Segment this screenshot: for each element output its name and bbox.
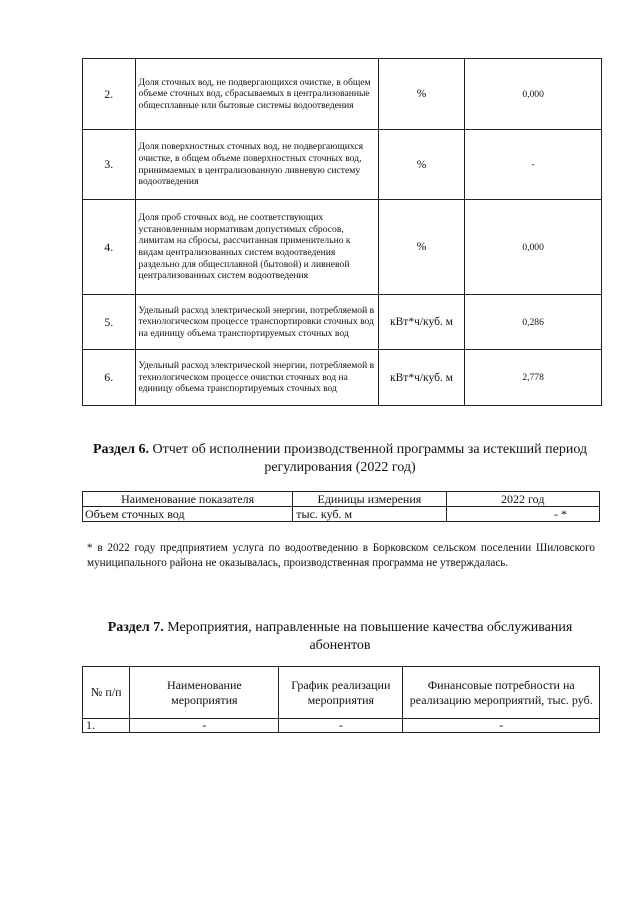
row-number: 6. (83, 350, 136, 406)
footnote: * в 2022 году предприятием услуга по водоотведению в Борковском сельском поселении Шиловского муниципального района не оказывалась, производственная программа не утверждалась. (87, 542, 595, 569)
table-cell: - (403, 719, 600, 733)
report-table (82, 491, 600, 522)
table-row (83, 200, 602, 295)
row-number: 3. (83, 130, 136, 200)
section-6-label: Раздел 6. (92, 442, 150, 457)
indicator-value: - (465, 130, 602, 200)
row-number: 2. (83, 59, 136, 130)
section-6-title: Отчет об исполнении производственной программы за истекший период регулирования (2022 год) (152, 442, 588, 475)
table-cell: Объем сточных вод (83, 507, 293, 522)
table-row (83, 719, 600, 733)
column-header: Наименование показателя (83, 492, 293, 507)
row-number: 4. (83, 200, 136, 295)
table-header-row (83, 492, 600, 507)
indicator-value: 0,286 (465, 295, 602, 350)
indicator-unit: % (378, 200, 464, 295)
indicator-unit: % (378, 59, 464, 130)
measures-table (82, 666, 600, 733)
indicator-description: Доля поверхностных сточных вод, не подвергающихся очистке, в общем объеме поверхностных сточных вод, принимаемых в централизованную ливневую систему водоотведения (135, 130, 378, 200)
table-row (83, 350, 602, 406)
indicator-description: Удельный расход электрической энергии, потребляемой в технологическом процессе очистки сточных вод на единицу объема транспортируемых сточных вод (135, 350, 378, 406)
indicator-unit: кВт*ч/куб. м (378, 350, 464, 406)
column-header: Наименование мероприятия (130, 667, 279, 719)
indicator-description: Доля сточных вод, не подвергающихся очистке, в общем объеме сточных вод, сбрасываемых в централизованные общесплавные или бытовые системы водоотведения (135, 59, 378, 130)
indicators-table (82, 58, 602, 406)
indicator-description: Доля проб сточных вод, не соответствующих установленным нормативам допустимых сбросов, лимитам на сбросы, рассчитанная применительно к видам централизованных систем водоотведения раздельно для общесплавной (бытовой) и ливневой централизованных систем водоотведения (135, 200, 378, 295)
column-header: Финансовые потребности на реализацию мероприятий, тыс. руб. (403, 667, 600, 719)
table-row (83, 295, 602, 350)
section-7-title: Мероприятия, направленные на повышение качества обслуживания абонентов (167, 620, 573, 653)
table-row (83, 59, 602, 130)
table-cell: - (130, 719, 279, 733)
table-cell: - (279, 719, 403, 733)
table-cell: 1. (83, 719, 130, 733)
table-cell: - * (446, 507, 600, 522)
table-row (83, 130, 602, 200)
section-6-heading (80, 441, 600, 477)
row-number: 5. (83, 295, 136, 350)
indicator-unit: кВт*ч/куб. м (378, 295, 464, 350)
indicator-unit: % (378, 130, 464, 200)
section-7-heading (80, 619, 600, 655)
indicator-description: Удельный расход электрической энергии, потребляемой в технологическом процессе транспортировки сточных вод на единицу объема транспортируемых сточных вод (135, 295, 378, 350)
column-header: № п/п (83, 667, 130, 719)
indicator-value: 0,000 (465, 200, 602, 295)
column-header: Единицы измерения (293, 492, 446, 507)
indicator-value: 2,778 (465, 350, 602, 406)
column-header: 2022 год (446, 492, 600, 507)
indicator-value: 0,000 (465, 59, 602, 130)
table-row (83, 507, 600, 522)
table-cell: тыс. куб. м (293, 507, 446, 522)
column-header: График реализации мероприятия (279, 667, 403, 719)
table-header-row (83, 667, 600, 719)
section-7-label: Раздел 7. (107, 620, 164, 635)
